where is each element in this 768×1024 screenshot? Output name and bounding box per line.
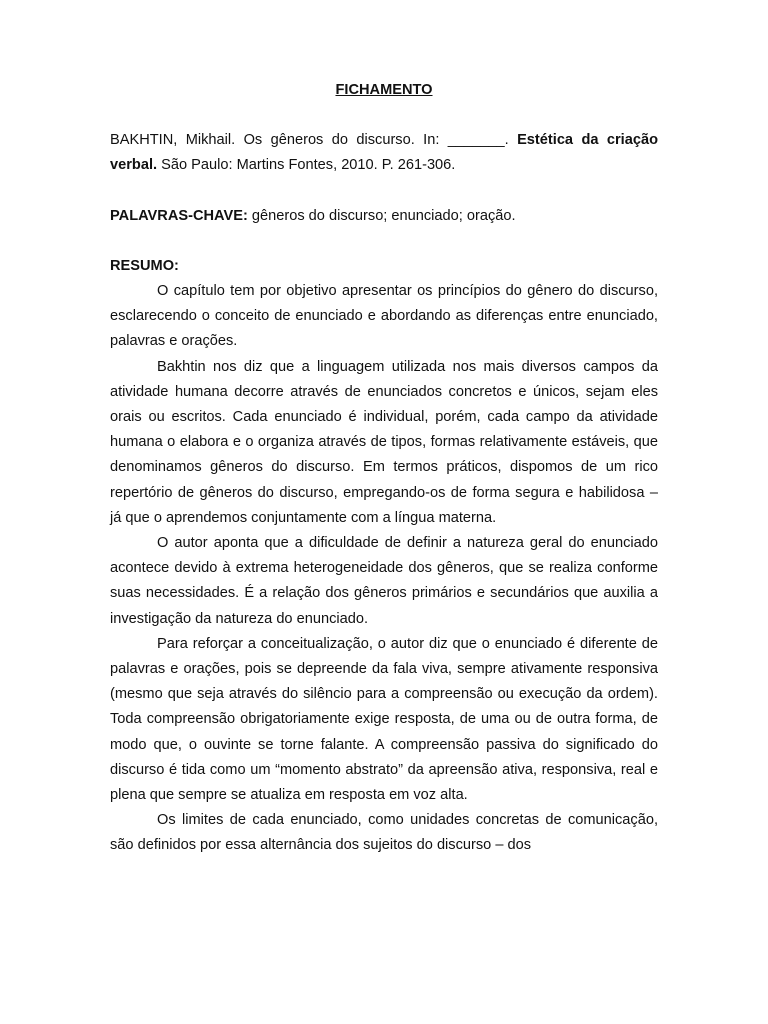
keywords-line [110,204,658,229]
keywords-label: PALAVRAS-CHAVE: [110,207,248,224]
document-title: FICHAMENTO [335,82,433,98]
summary-paragraph-1: O capítulo tem por objetivo apresentar os princípios do gênero do discurso, esclarecendo o conceito de enunciado e abordando as diferenças entre enunciado, palavras e orações. [110,283,658,350]
document-page [110,78,658,859]
reference-publication: São Paulo: Martins Fontes, 2010. P. 261-306. [157,157,456,174]
reference-book-title: Estética da criação verbal. [110,132,658,174]
summary-paragraph-4: Para reforçar a conceitualização, o autor diz que o enunciado é diferente de palavras e orações, pois se depreende da fala viva, sempre ativamente responsiva (mesmo que seja através do silêncio para a compreensão ou execução da ordem). Toda compreensão obrigatoriamente exige resposta, de uma ou de outra forma, de modo que, o ouvinte se torne falante. A compreensão passiva do significado do discurso é tida como um “momento abstrato” da apreensão ativa, responsiva, real e plena que sempre se atualiza em resposta em voz alta. [110,635,658,804]
summary-heading: RESUMO: [110,257,179,274]
summary-paragraph-3: O autor aponta que a dificuldade de definir a natureza geral do enunciado acontece devido à extrema heterogeneidade dos gêneros, que se realiza conforme suas necessidades. É a relação dos gêneros primários e secundários que auxilia a investigação da natureza do enunciado. [110,535,658,627]
summary-paragraph-5: Os limites de cada enunciado, como unidades concretas de comunicação, são definidos por essa alternância dos sujeitos do discurso – dos [110,812,658,854]
reference-author-chapter: BAKHTIN, Mikhail. Os gêneros do discurso. In: _______. [110,132,518,149]
bibliographic-reference [110,128,658,178]
keywords-value: gêneros do discurso; enunciado; oração. [247,207,516,224]
summary-paragraph-2: Bakhtin nos diz que a linguagem utilizada nos mais diversos campos da atividade humana decorre através de enunciados concretos e únicos, sejam eles orais ou escritos. Cada enunciado é individual, porém, cada campo da atividade humana o elabora e o organiza através de tipos, formas relativamente estáveis, que denominamos gêneros do discurso. Em termos práticos, dispomos de um rico repertório de gêneros do discurso, empregando-os de forma segura e habilidosa – já que o aprendemos conjuntamente com a língua materna. [110,358,658,526]
